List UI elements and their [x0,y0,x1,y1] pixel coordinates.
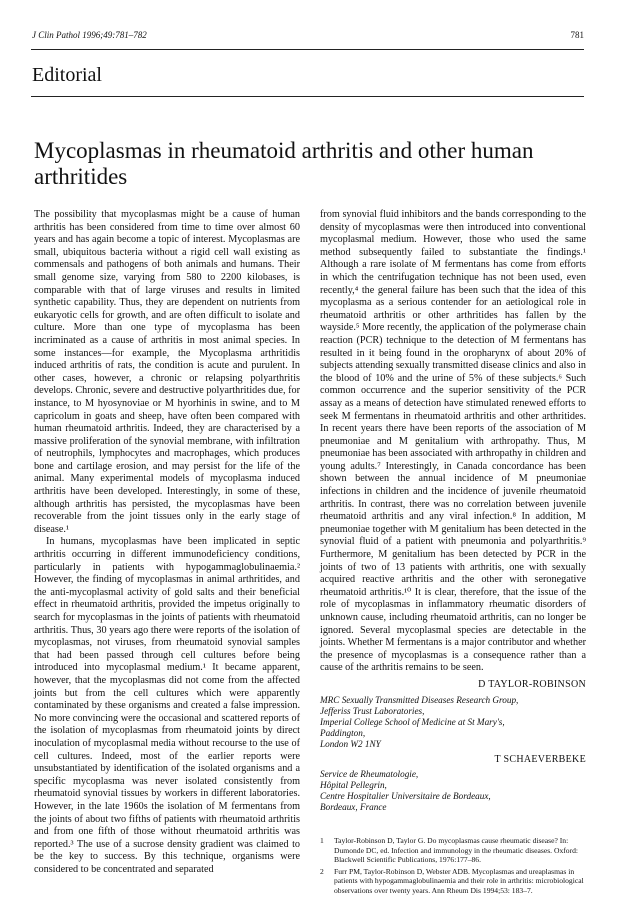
header-rule [31,49,584,50]
body-paragraph: In humans, mycoplasmas have been implicated in septic arthritis occurring in different immunodeficiency conditions, particularly in patients with hypogammaglobulinaemia.² However, the finding of mycoplasmas in animal arthritides, and the anti-mycoplasmal activity of gold salts and their beneficial effect in rheumatoid arthritis, provided the impetus originally to search for mycoplasmas in the joints of patients with rheumatoid arthritis. Thus, 30 years ago there were reports of the isolation of mycoplasmas, not viruses, from rheumatoid synovial samples that had been passed through cell cultures before being introduced into mycoplasmal medium.¹ It became apparent, however, that the mycoplasmas did not come from the affected joints but from the cell cultures which were apparently contaminated by these organisms and created a false impression. No more convincing were the occasional and scattered reports of the isolation of mycoplasmas from rheumatoid joints by direct inoculation of mycoplasmal media without recourse to the use of cell cultures. Indeed, most of the earlier reports were unsubstantiated by identification of the isolated organisms and a specific mycoplasma was never isolated consistently from rheumatoid synovial tissues by workers in different laboratories. However, in the late 1960s the isolation of M fermentans from the joints of about two fifths of patients with rheumatoid arthritis and from one fifth of those without rheumatoid arthritis was reported.³ The use of a sucrose density gradient was claimed to be the key to success. By this technique, organisms were considered to be concentrated and separated [34,536,300,875]
reference-text: Furr PM, Taylor-Robinson D, Webster ADB. Mycoplasmas and ureaplasmas in patients with hypogammaglobulinaemia and their role in arthritis: microbiological observations over twenty years. Ann Rheum Dis 1994;53: 183–7. [334,866,584,895]
article-title: Mycoplasmas in rheumatoid arthritis and other human arthritides [34,138,534,189]
section-rule [31,96,584,97]
author-affiliation: MRC Sexually Transmitted Diseases Research Group, Jefferiss Trust Laboratories, Imperial College School of Medicine at St Mary's, Paddington, London W2 1NY [320,694,519,749]
reference-item [320,867,586,896]
body-paragraph: from synovial fluid inhibitors and the bands corresponding to the density of mycoplasmas were then introduced into conventional mycoplasmal medium. However, those who used the same method subsequently failed to substantiate the findings.¹ Although a rare isolate of M fermentans has come from efforts in which the centrifugation technique has not been used, even recently,⁴ the general failure has been such that the idea of this mycoplasma as a serious contender for an aetiological role in rheumatoid arthritis or other arthritides has fallen by the wayside.⁵ More recently, the application of the polymerase chain reaction (PCR) technique to the detection of M fermentans has resulted in it being found in the oropharynx of about 20% of subjects attending sexually transmitted disease clinics and also in the blood of 10% and the urine of 5% of these subjects.⁶ Such common occurrence and the superior sensitivity of the PCR assay as a means of detection have stimulated renewed efforts to seek M fermentans in rheumatoid arthritis and other arthritides. In recent years there have been reports of the association of M pneumoniae and M genitalium with arthropathy. Thus, M pneumoniae has been associated with arthropathy in children and young adults.⁷ Interestingly, in Canada concordance has been shown between the annual incidence of M pneumoniae infections in children and the incidence of juvenile rheumatoid arthritis. In contrast, there was no correlation between juvenile rheumatoid arthritis and any viral infection.⁸ In addition, M pneumoniae together with M genitalium has been detected in the synovial fluid of a patient with pneumonia and polyarthritis.⁹ Furthermore, M genitalium has been detected by PCR in the joints of two of 13 patients with arthritis, one with sexually acquired reactive arthritis and the other with seronegative rheumatoid arthritis.¹⁰ It is clear, therefore, that the issue of the role of mycoplasmas in inflammatory rheumatic disorders of unknown cause, including rheumatoid arthritis, can no longer be ignored. Several mycoplasmal species are detectable in the joints. Whether M fermentans is a major contributor and whether the presence of mycoplasmas is a consequence rather than a cause of the arthritis remains to be seen. [320,209,586,674]
reference-item [320,836,586,865]
right-column [320,209,586,813]
section-label: Editorial [32,64,102,86]
reference-list [320,836,586,898]
author-affiliation: Service de Rheumatologie, Hôpital Pellegrin, Centre Hospitalier Universitaire de Bordeaux, Bordeaux, France [320,769,491,813]
reference-number: 2 [320,866,324,876]
page-number: 781 [570,30,584,40]
reference-text: Taylor-Robinson D, Taylor G. Do mycoplasmas cause rheumatic disease? In: Dumonde DC, ed. Infection and immunology in the rheumatic diseases. Oxford: Blackwell Scientific Publications, 1976:177–86. [334,836,579,865]
reference-number: 1 [320,836,324,845]
journal-citation: J Clin Pathol 1996;49:781–782 [32,30,147,40]
left-column [34,209,300,876]
author-name: D TAYLOR-ROBINSON [478,678,586,690]
author-name: T SCHAEVERBEKE [494,753,586,765]
running-header [24,30,596,44]
body-paragraph: The possibility that mycoplasmas might be a cause of human arthritis has been considered from time to time over almost 60 years and has again become a topic of interest. Mycoplasmas are small, ubiquitous bacteria without a rigid cell wall existing as commensals and pathogens of both animals and humans. Their small genome size, varying from 580 to 2200 kilobases, is comparable with that of large viruses and results in limited synthetic capability. Thus, they are dependent on nutrients from eukaryotic cells for growth, and are often difficult to isolate and culture. More than one type of mycoplasma has been incriminated as a cause of arthritis in most animal species. In some instances—for example, the Mycoplasma arthritidis induced arthritis of rats, the condition is acute and purulent. In other cases, however, a chronic or relapsing polyarthritis develops. Chronic, severe and destructive polyarthritides due, for instance, to M hyosynoviae or M hyorhinis in swine, and to M capricolum in goats and sheep, have often been compared with human rheumatoid arthritis. Indeed, they are characterised by a massive proliferation of the synovial membrane, with infiltration of neutrophils, lymphocytes and macrophages, which produces bone and cartilage erosion, and may persist for the life of the animal. Many experimental models of mycoplasma induced arthritis have been developed. Interestingly, in some of these, although arthritis has persisted, the mycoplasmas have been recoverable from the joint tissues only in the early stage of disease.¹ [34,209,300,535]
